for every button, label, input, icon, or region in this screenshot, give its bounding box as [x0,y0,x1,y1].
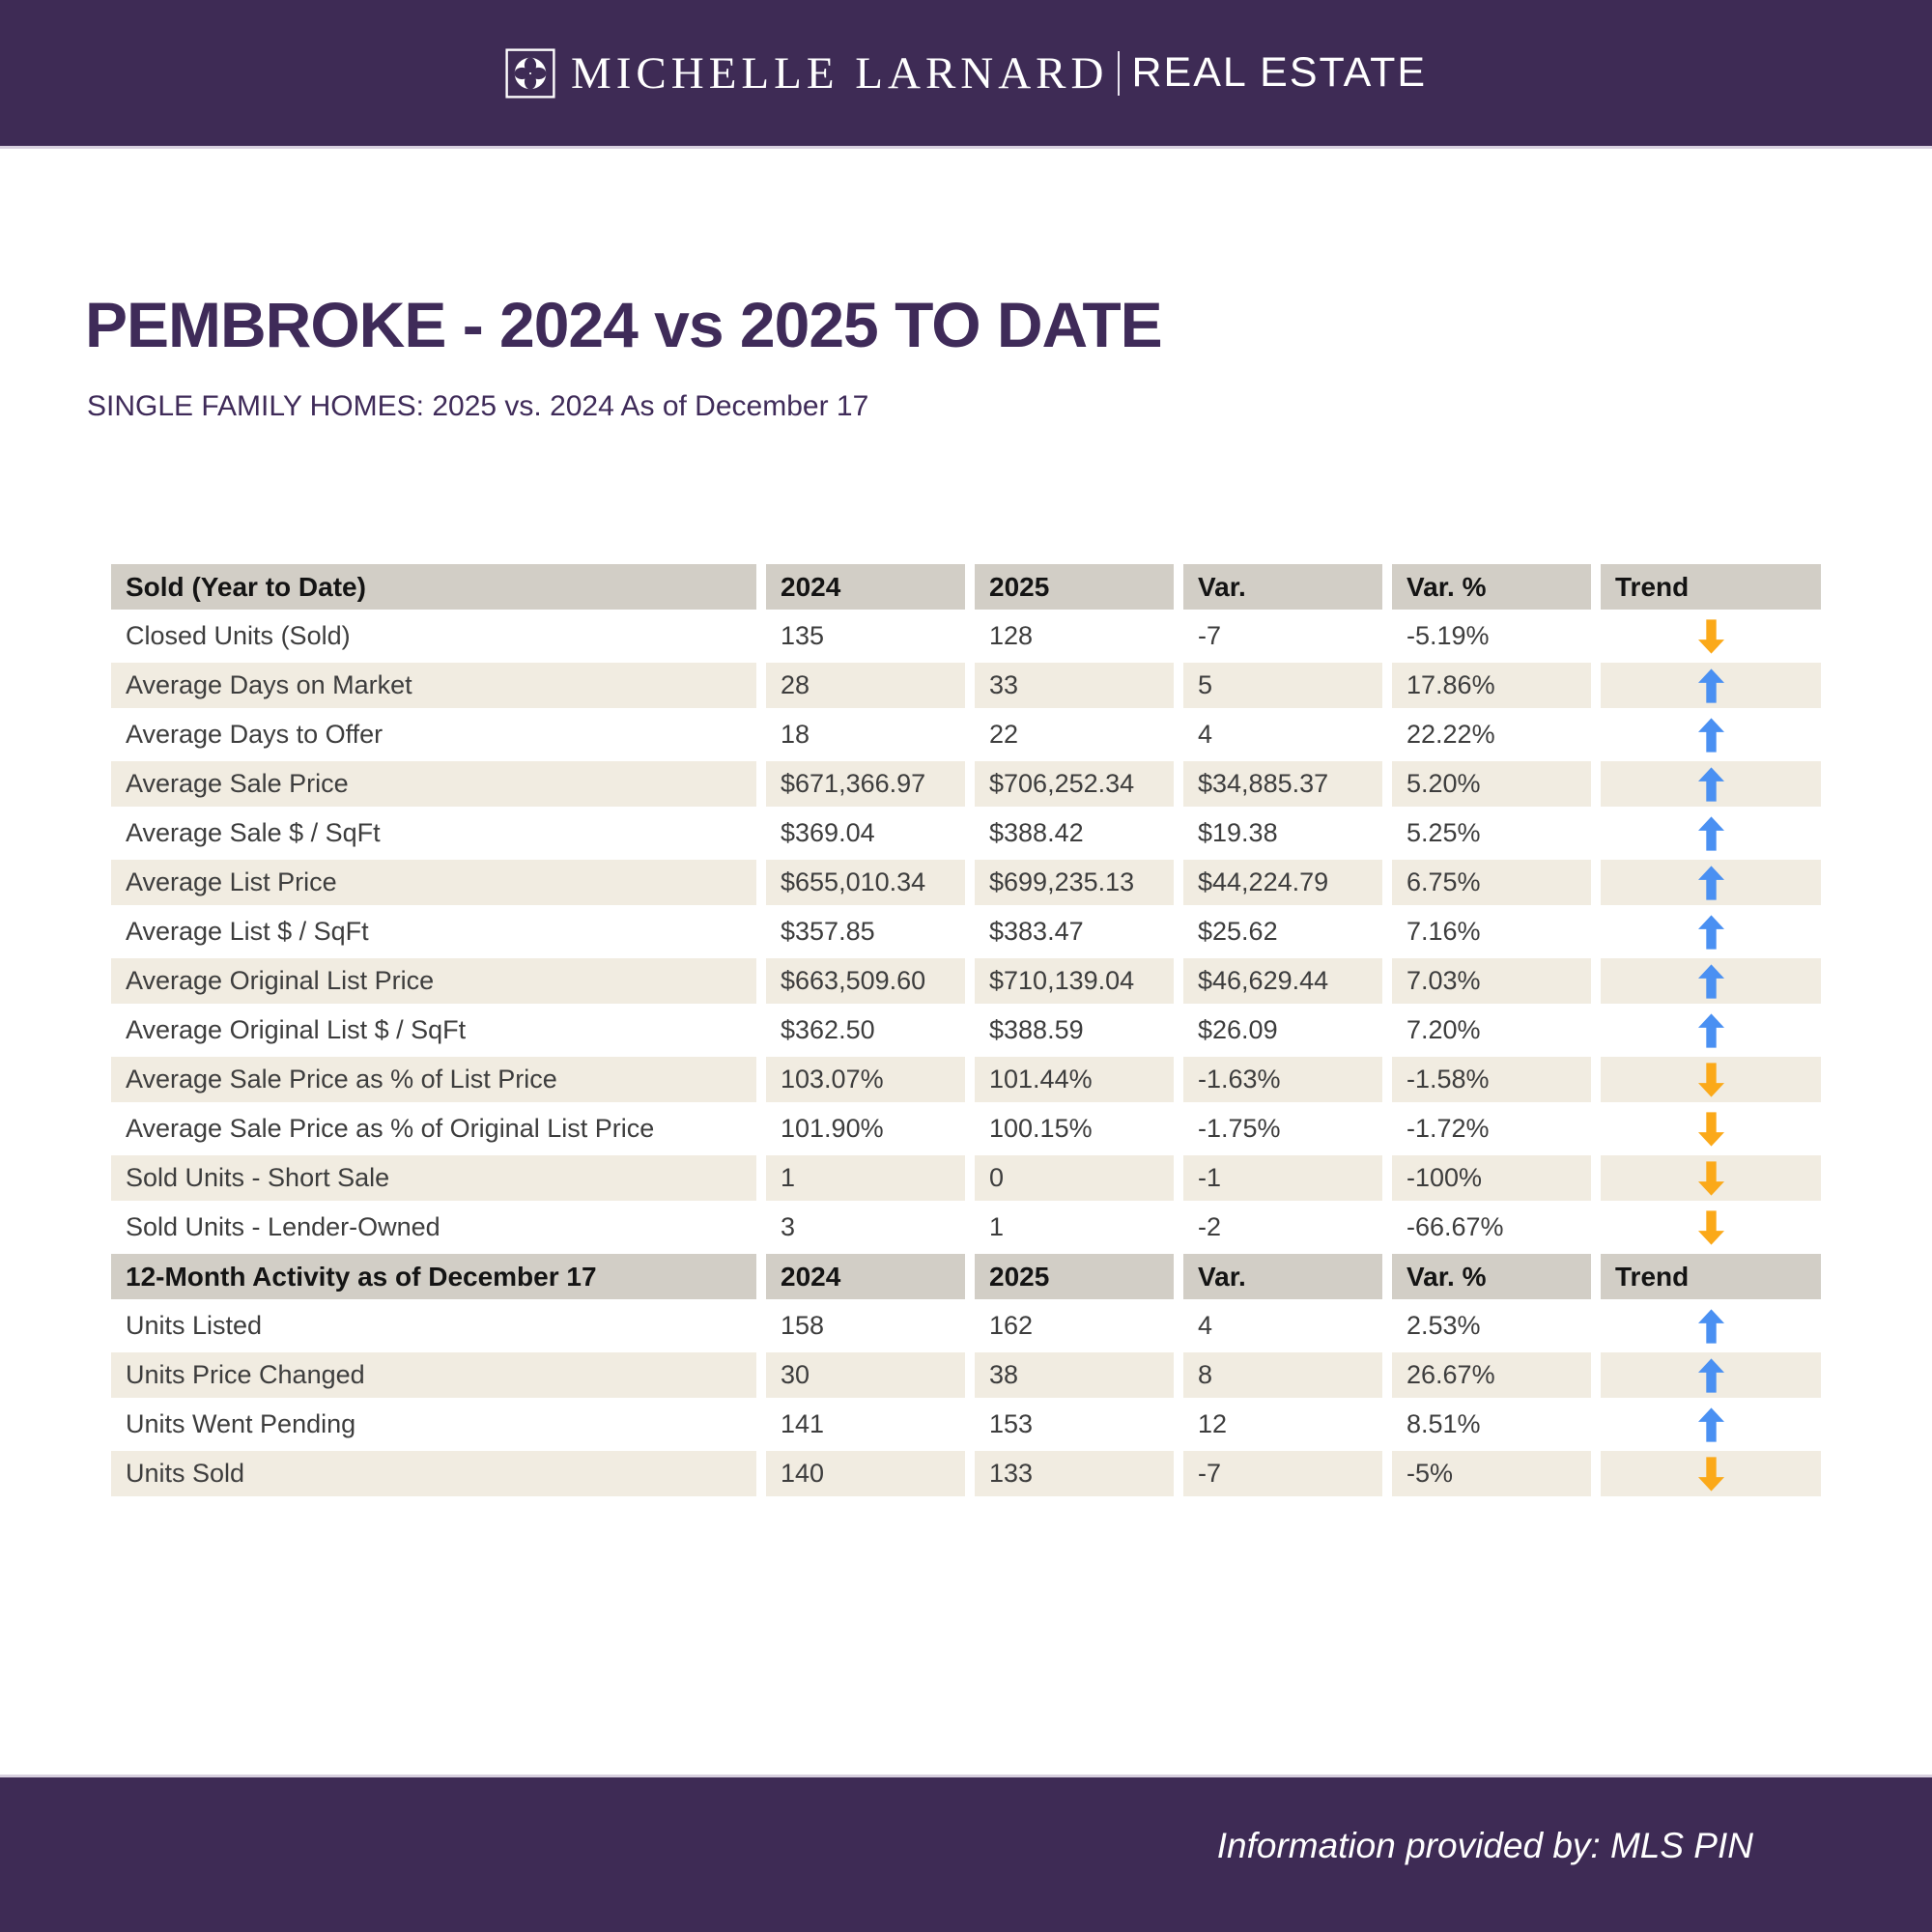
cell-var-pct: 2.53% [1406,1311,1481,1340]
row-label: Units Price Changed [111,1352,756,1398]
cell-2025: 33 [975,663,1174,708]
cell-2024: $671,366.97 [766,761,965,807]
section-title: Sold (Year to Date) [111,564,756,610]
cell-2024: 103.07% [766,1057,965,1102]
cell-var: 4 [1198,1311,1213,1340]
trend-down-arrow-icon [1698,1112,1724,1147]
cell-var: -1.63% [1183,1057,1382,1102]
table-row [111,1008,1821,1053]
cell-var-pct: -66.67% [1406,1212,1504,1241]
brand-suffix: REAL ESTATE [1131,49,1428,96]
cell-2024: $663,509.60 [766,958,965,1004]
row-label: Average Original List Price [111,958,756,1004]
cell-trend [1601,1402,1821,1447]
cell-var: -1.75% [1198,1114,1281,1143]
cell-trend [1601,663,1821,708]
cell-2025: $383.47 [989,917,1084,946]
cell-2024: 1 [766,1155,965,1201]
trend-up-arrow-icon [1698,668,1724,703]
cell-trend [1601,712,1821,757]
column-header: Trend [1601,564,1821,610]
row-label: Units Listed [126,1311,263,1340]
footer-band [0,1775,1932,1932]
trend-up-arrow-icon [1698,1358,1724,1393]
table-row [111,1057,1821,1102]
row-label: Average Days on Market [111,663,756,708]
column-header: 2024 [766,564,965,610]
clover-medallion-icon [505,48,555,99]
cell-2025: 162 [989,1311,1034,1340]
table-row [111,1303,1821,1349]
cell-2025: 100.15% [989,1114,1093,1143]
cell-2025: $706,252.34 [975,761,1174,807]
cell-var-pct: -1.58% [1392,1057,1591,1102]
cell-trend [1601,1057,1821,1102]
cell-var: $26.09 [1198,1015,1278,1044]
table-row [111,1402,1821,1447]
cell-var: $44,224.79 [1183,860,1382,905]
cell-var-pct: 6.75% [1392,860,1591,905]
trend-up-arrow-icon [1698,1309,1724,1344]
row-label: Average Original List $ / SqFt [126,1015,467,1044]
cell-trend [1601,810,1821,856]
cell-trend [1601,761,1821,807]
cell-2024: 18 [781,720,810,749]
column-header: 2025 [975,564,1174,610]
cell-var-pct: -1.72% [1406,1114,1490,1143]
row-label: Average List $ / SqFt [126,917,369,946]
cell-var: 5 [1183,663,1382,708]
cell-var-pct: 26.67% [1392,1352,1591,1398]
column-header: Var. % [1392,1254,1591,1299]
table-row [111,958,1821,1004]
cell-var-pct: 17.86% [1392,663,1591,708]
column-header: 2025 [975,1254,1174,1299]
trend-down-arrow-icon [1698,1161,1724,1196]
section-header-row [111,1254,1821,1299]
column-header: Var. [1183,1254,1382,1299]
table-row [111,663,1821,708]
cell-var-pct: 7.16% [1406,917,1481,946]
brand-header-band [0,0,1932,149]
row-label: Average Sale $ / SqFt [126,818,381,847]
cell-var: 8 [1183,1352,1382,1398]
cell-2024: 135 [781,621,825,650]
cell-trend [1601,1303,1821,1349]
row-label: Sold Units - Lender-Owned [126,1212,440,1241]
cell-2024: 28 [766,663,965,708]
row-label: Sold Units - Short Sale [111,1155,756,1201]
footer-attribution: Information provided by: MLS PIN [1216,1826,1753,1865]
cell-var-pct: -100% [1392,1155,1591,1201]
cell-2025: $699,235.13 [975,860,1174,905]
cell-2025: 22 [989,720,1019,749]
column-header: 2024 [766,1254,965,1299]
row-label: Units Went Pending [126,1409,356,1438]
cell-2024: $362.50 [781,1015,875,1044]
cell-2024: 158 [781,1311,825,1340]
cell-2025: 133 [975,1451,1174,1496]
cell-2024: $655,010.34 [766,860,965,905]
table-row [111,1352,1821,1398]
cell-2025: 128 [989,621,1034,650]
trend-down-arrow-icon [1698,1063,1724,1097]
column-header: Trend [1601,1254,1821,1299]
table-row [111,860,1821,905]
trend-up-arrow-icon [1698,1013,1724,1048]
cell-var-pct: 5.20% [1392,761,1591,807]
row-label: Closed Units (Sold) [126,621,351,650]
section-title: 12-Month Activity as of December 17 [111,1254,756,1299]
cell-var: $46,629.44 [1183,958,1382,1004]
brand-divider [1118,51,1120,96]
cell-2025: 0 [975,1155,1174,1201]
cell-2024: $369.04 [781,818,875,847]
cell-trend [1601,958,1821,1004]
report-table [111,564,1821,1496]
cell-var: $34,885.37 [1183,761,1382,807]
trend-down-arrow-icon [1698,619,1724,654]
cell-trend [1601,1451,1821,1496]
cell-var: -7 [1183,1451,1382,1496]
cell-2025: $710,139.04 [975,958,1174,1004]
trend-up-arrow-icon [1698,718,1724,753]
cell-2024: 3 [781,1212,796,1241]
cell-2025: 38 [975,1352,1174,1398]
cell-var-pct: 7.20% [1406,1015,1481,1044]
cell-2024: 30 [766,1352,965,1398]
page-subtitle: SINGLE FAMILY HOMES: 2025 vs. 2024 As of December 17 [87,390,869,422]
cell-var: -1 [1183,1155,1382,1201]
cell-trend [1601,1008,1821,1053]
cell-trend [1601,860,1821,905]
cell-2024: $357.85 [781,917,875,946]
cell-var: $19.38 [1198,818,1278,847]
cell-var: -7 [1198,621,1222,650]
cell-2025: $388.42 [989,818,1084,847]
row-label: Average Days to Offer [126,720,384,749]
trend-up-arrow-icon [1698,915,1724,950]
row-label: Units Sold [111,1451,756,1496]
trend-up-arrow-icon [1698,1407,1724,1442]
cell-trend [1601,613,1821,659]
page-title: PEMBROKE - 2024 vs 2025 TO DATE [85,289,1162,360]
table-row [111,810,1821,856]
trend-up-arrow-icon [1698,866,1724,900]
cell-var-pct: 5.25% [1406,818,1481,847]
trend-down-arrow-icon [1698,1210,1724,1245]
cell-var-pct: 7.03% [1392,958,1591,1004]
cell-var: $25.62 [1198,917,1278,946]
cell-var-pct: 22.22% [1406,720,1495,749]
trend-up-arrow-icon [1698,767,1724,802]
table-row [111,1205,1821,1250]
cell-trend [1601,1205,1821,1250]
section-header-row [111,564,1821,610]
table-row [111,1155,1821,1201]
table-row [111,909,1821,954]
cell-var: 4 [1198,720,1213,749]
cell-2025: 153 [989,1409,1034,1438]
row-label: Average Sale Price as % of Original List Price [126,1114,655,1143]
trend-up-arrow-icon [1698,816,1724,851]
cell-2024: 101.90% [781,1114,884,1143]
cell-var-pct: 8.51% [1406,1409,1481,1438]
cell-trend [1601,1106,1821,1151]
cell-var: 12 [1198,1409,1228,1438]
row-label: Average List Price [111,860,756,905]
trend-down-arrow-icon [1698,1457,1724,1492]
cell-trend [1601,1352,1821,1398]
column-header: Var. [1183,564,1382,610]
table-row [111,761,1821,807]
table-row [111,1106,1821,1151]
table-row [111,613,1821,659]
cell-var-pct: -5% [1392,1451,1591,1496]
table-row [111,1451,1821,1496]
cell-trend [1601,909,1821,954]
cell-trend [1601,1155,1821,1201]
row-label: Average Sale Price as % of List Price [111,1057,756,1102]
column-header: Var. % [1392,564,1591,610]
trend-up-arrow-icon [1698,964,1724,999]
cell-2024: 141 [781,1409,825,1438]
cell-var: -2 [1198,1212,1222,1241]
cell-2024: 140 [766,1451,965,1496]
brand-logo [505,47,1427,99]
row-label: Average Sale Price [111,761,756,807]
brand-name: MICHELLE LARNARD [570,47,1109,99]
cell-2025: 1 [989,1212,1005,1241]
table-row [111,712,1821,757]
cell-2025: 101.44% [975,1057,1174,1102]
cell-2025: $388.59 [989,1015,1084,1044]
cell-var-pct: -5.19% [1406,621,1490,650]
